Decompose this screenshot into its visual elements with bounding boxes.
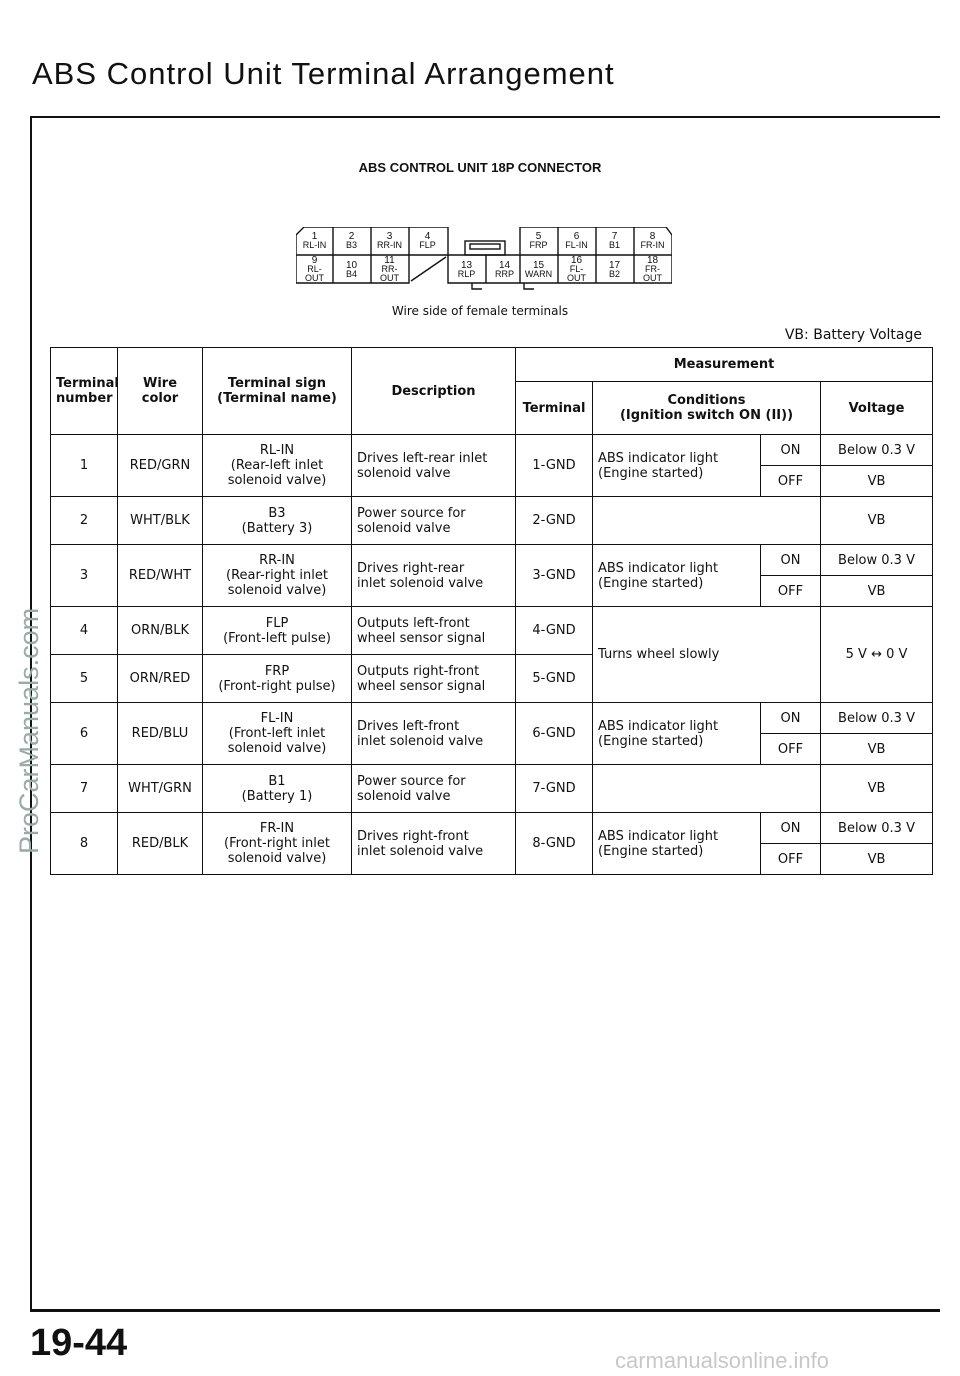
pin-number: 6 [573, 231, 580, 242]
description: Power source for solenoid valve [352, 497, 516, 545]
measure-terminal: 2-GND [516, 497, 593, 545]
frame-top-rule [30, 116, 940, 118]
pin-label: RR- OUT [380, 264, 399, 283]
pin-number: 3 [386, 231, 393, 242]
connector-caption: Wire side of female terminals [391, 304, 569, 318]
pin-label: B3 [345, 240, 357, 250]
terminal-number: 5 [51, 655, 118, 703]
measure-terminal: 1-GND [516, 435, 593, 497]
pin-number: 14 [498, 260, 511, 271]
header-description: Description [352, 348, 516, 435]
voltage-off: VB [821, 576, 933, 607]
terminal-table [50, 347, 933, 875]
header-terminal-number: Terminal number [51, 348, 118, 435]
table-row [51, 813, 933, 844]
wheel-condition: Turns wheel slowly [593, 607, 821, 703]
pin-number: 17 [608, 260, 621, 271]
connector-pin-14 [486, 261, 523, 279]
terminal-sign: RR-IN (Rear-right inlet solenoid valve) [203, 545, 352, 607]
table-row [51, 435, 933, 466]
terminal-number: 4 [51, 607, 118, 655]
description: Drives left-rear inlet solenoid valve [352, 435, 516, 497]
voltage: VB [821, 497, 933, 545]
table-row [51, 765, 933, 813]
pin-label: B2 [608, 269, 620, 279]
pin-label: RLP [457, 269, 476, 279]
state-on: ON [761, 813, 821, 844]
connector-title: ABS CONTROL UNIT 18P CONNECTOR [358, 160, 602, 175]
header-wire-color: Wire color [118, 348, 203, 435]
pin-label: RL- OUT [305, 264, 324, 283]
terminal-number: 8 [51, 813, 118, 875]
pin-label: FL-IN [565, 240, 588, 250]
wire-color: ORN/RED [118, 655, 203, 703]
voltage-on: Below 0.3 V [821, 435, 933, 466]
description: Outputs left-front wheel sensor signal [352, 607, 516, 655]
terminal-sign: FRP (Front-right pulse) [203, 655, 352, 703]
measure-terminal: 3-GND [516, 545, 593, 607]
pin-label: FR-IN [640, 240, 665, 250]
measure-terminal: 7-GND [516, 765, 593, 813]
pin-number: 2 [348, 231, 355, 242]
terminal-number: 3 [51, 545, 118, 607]
voltage-on: Below 0.3 V [821, 545, 933, 576]
voltage-on: Below 0.3 V [821, 813, 933, 844]
connector-pin-1 [296, 232, 333, 250]
measure-terminal: 8-GND [516, 813, 593, 875]
pin-label: FLP [419, 240, 436, 250]
connector-pin-13 [448, 261, 485, 279]
terminal-sign: RL-IN (Rear-left inlet solenoid valve) [203, 435, 352, 497]
state-on: ON [761, 545, 821, 576]
connector-pin-16 [558, 256, 595, 283]
pin-number: 8 [649, 231, 656, 242]
side-watermark: ProCarManuals.com [14, 607, 44, 854]
terminal-number: 2 [51, 497, 118, 545]
connector-pin-15 [520, 261, 557, 279]
terminal-sign: FR-IN (Front-right inlet solenoid valve) [203, 813, 352, 875]
pin-number: 16 [570, 255, 583, 266]
pin-number: 15 [532, 260, 545, 271]
connector-pin-10 [333, 261, 370, 279]
state-off: OFF [761, 844, 821, 875]
header-terminal: Terminal [516, 382, 593, 435]
description: Outputs right-front wheel sensor signal [352, 655, 516, 703]
table-row [51, 607, 933, 655]
connector-diagram [296, 227, 672, 283]
state-off: OFF [761, 466, 821, 497]
condition: ABS indicator light (Engine started) [593, 813, 761, 875]
connector-pin-9 [296, 256, 333, 283]
bottom-watermark: carmanualsonline.info [615, 1348, 830, 1373]
terminal-sign: FL-IN (Front-left inlet solenoid valve) [203, 703, 352, 765]
pin-label: B1 [608, 240, 620, 250]
description: Drives right-rear inlet solenoid valve [352, 545, 516, 607]
pin-number: 4 [424, 231, 431, 242]
table-row [51, 703, 933, 734]
wheel-voltage: 5 V ↔ 0 V [821, 607, 933, 703]
connector-pin-17 [596, 261, 633, 279]
pin-label: RRP [494, 269, 514, 279]
header-conditions: Conditions (Ignition switch ON (II)) [593, 382, 821, 435]
terminal-number: 1 [51, 435, 118, 497]
terminal-sign: B1 (Battery 1) [203, 765, 352, 813]
terminal-sign: FLP (Front-left pulse) [203, 607, 352, 655]
voltage-off: VB [821, 466, 933, 497]
wire-color: RED/GRN [118, 435, 203, 497]
connector-pin-4 [409, 232, 446, 250]
pin-label: FL- OUT [567, 264, 586, 283]
condition: ABS indicator light (Engine started) [593, 545, 761, 607]
header-voltage: Voltage [821, 382, 933, 435]
connector-pin-3 [371, 232, 408, 250]
condition: ABS indicator light (Engine started) [593, 703, 761, 765]
voltage-off: VB [821, 734, 933, 765]
condition: ABS indicator light (Engine started) [593, 435, 761, 497]
state-off: OFF [761, 734, 821, 765]
connector-pin-8 [634, 232, 671, 250]
pin-number: 13 [460, 260, 473, 271]
wire-color: RED/WHT [118, 545, 203, 607]
wire-color: RED/BLU [118, 703, 203, 765]
pin-label: RR-IN [377, 240, 402, 250]
terminal-number: 6 [51, 703, 118, 765]
measure-terminal: 4-GND [516, 607, 593, 655]
connector-pin-18 [634, 256, 671, 283]
measure-terminal: 6-GND [516, 703, 593, 765]
pin-label: B4 [345, 269, 357, 279]
pin-number: 18 [646, 255, 659, 266]
table-body [51, 435, 933, 875]
terminal-sign: B3 (Battery 3) [203, 497, 352, 545]
pin-number: 7 [611, 231, 618, 242]
state-on: ON [761, 703, 821, 734]
pin-number: 11 [384, 255, 395, 266]
pin-number: 9 [311, 255, 318, 266]
wire-color: WHT/GRN [118, 765, 203, 813]
frame-bottom-rule [30, 1309, 940, 1312]
description: Drives left-front inlet solenoid valve [352, 703, 516, 765]
wire-color: RED/BLK [118, 813, 203, 875]
connector-pin-6 [558, 232, 595, 250]
pin-label: FRP [529, 240, 548, 250]
terminal-number: 7 [51, 765, 118, 813]
voltage-off: VB [821, 844, 933, 875]
connector-pin-7 [596, 232, 633, 250]
header-terminal-sign: Terminal sign (Terminal name) [203, 348, 352, 435]
pin-label: FR- OUT [643, 264, 662, 283]
wire-color: ORN/BLK [118, 607, 203, 655]
connector-pin-5 [520, 232, 557, 250]
pin-number: 5 [535, 231, 542, 242]
vb-note: VB: Battery Voltage [784, 327, 922, 343]
voltage: VB [821, 765, 933, 813]
page-title: ABS Control Unit Terminal Arrangement [32, 56, 615, 91]
wire-color: WHT/BLK [118, 497, 203, 545]
table-row [51, 545, 933, 576]
measure-terminal: 5-GND [516, 655, 593, 703]
page-number: 19-44 [30, 1322, 128, 1364]
table-row [51, 497, 933, 545]
condition-empty [593, 497, 821, 545]
connector-pin-2 [333, 232, 370, 250]
description: Power source for solenoid valve [352, 765, 516, 813]
description: Drives right-front inlet solenoid valve [352, 813, 516, 875]
connector-pin-11 [371, 256, 408, 283]
pin-label: RL-IN [302, 240, 327, 250]
state-on: ON [761, 435, 821, 466]
pin-label: WARN [524, 269, 553, 279]
header-measurement: Measurement [516, 348, 933, 382]
state-off: OFF [761, 576, 821, 607]
voltage-on: Below 0.3 V [821, 703, 933, 734]
pin-number: 10 [345, 260, 358, 271]
condition-empty [593, 765, 821, 813]
pin-number: 1 [311, 231, 318, 242]
